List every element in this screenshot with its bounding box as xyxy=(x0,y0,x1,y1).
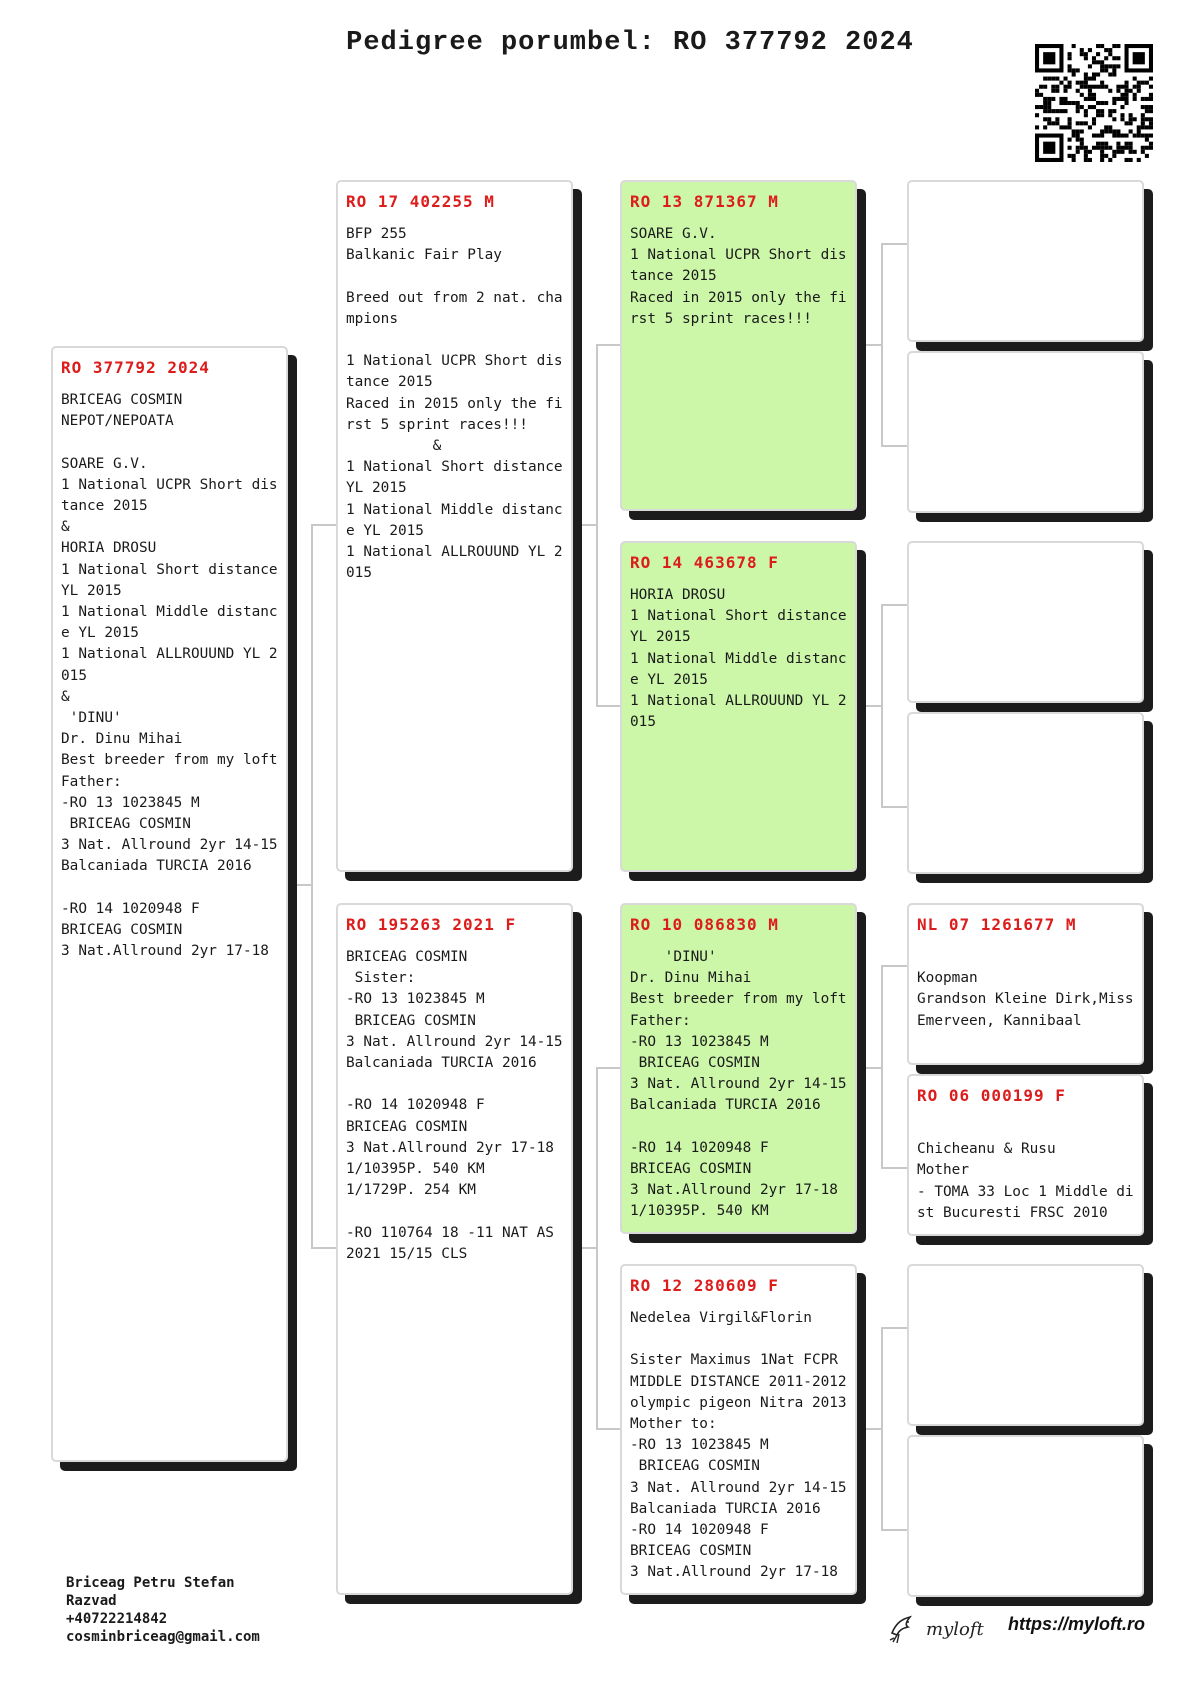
pigeon-notes: 'DINU' Dr. Dinu Mihai Best breeder from my loft Father: -RO 13 1023845 M BRICEAG COSMIN 3 Nat. Allround 2yr 14-15 Balcaniada TURCIA 2016 -RO 14 1020948 F BRICEAG COSMIN 3 Nat.Allround 2yr 17-18 1/10395P. 540 KM xyxy=(630,949,847,1220)
pigeon-icon xyxy=(888,1613,918,1645)
connector-line xyxy=(881,806,907,808)
pigeon-card-father[interactable] xyxy=(336,180,573,872)
pigeon-card-great-grandparent[interactable] xyxy=(907,712,1144,874)
ring-number: NL 07 1261677 M xyxy=(917,915,1077,934)
ring-number: RO 10 086830 M xyxy=(630,915,779,934)
qr-code xyxy=(1035,44,1153,162)
ring-number: RO 195263 2021 F xyxy=(346,915,517,934)
pigeon-card-great-grandparent[interactable] xyxy=(907,903,1144,1065)
ring-number: RO 377792 2024 xyxy=(61,358,210,377)
connector-line xyxy=(881,1167,907,1169)
connector-line xyxy=(596,1067,620,1069)
ring-number: RO 14 463678 F xyxy=(630,553,779,572)
connector-line xyxy=(572,1247,596,1249)
connector-line xyxy=(881,965,907,967)
pigeon-card-great-grandparent[interactable] xyxy=(907,1074,1144,1236)
connector-line xyxy=(596,344,598,706)
connector-line xyxy=(881,445,907,447)
connector-line xyxy=(572,524,596,526)
breeder-name: Briceag Petru Stefan Razvad xyxy=(66,1575,235,1609)
breeder-phone: +40722214842 xyxy=(66,1611,168,1627)
connector-line xyxy=(596,1067,598,1429)
myloft-logo xyxy=(888,1612,984,1646)
ring-number: RO 17 402255 M xyxy=(346,192,495,211)
pigeon-card-great-grandparent[interactable] xyxy=(907,180,1144,342)
pigeon-notes: HORIA DROSU 1 National Short distance YL 2015 1 National Middle distance YL 2015 1 National ALLROUUND YL 2015 xyxy=(630,587,847,731)
website-link[interactable]: https://myloft.ro xyxy=(1008,1614,1145,1634)
pigeon-card-great-grandparent[interactable] xyxy=(907,541,1144,703)
ring-number: RO 13 871367 M xyxy=(630,192,779,211)
connector-line xyxy=(596,344,620,346)
pigeon-card-grandfather-maternal[interactable] xyxy=(620,903,857,1234)
pigeon-card-great-grandparent[interactable] xyxy=(907,351,1144,513)
ring-number: RO 06 000199 F xyxy=(917,1086,1066,1105)
connector-line xyxy=(311,524,313,1248)
pigeon-notes: Chicheanu & Rusu Mother - TOMA 33 Loc 1 Middle dist Bucuresti FRSC 2010 xyxy=(917,1141,1134,1221)
connector-line xyxy=(857,1067,881,1069)
connector-line xyxy=(881,1327,883,1530)
connector-line xyxy=(881,965,883,1168)
pigeon-notes: Koopman Grandson Kleine Dirk,Miss Emerveen, Kannibaal xyxy=(917,970,1134,1029)
connector-line xyxy=(881,243,883,446)
pigeon-notes: BFP 255 Balkanic Fair Play Breed out from 2 nat. champions 1 National UCPR Short distance 2015 Raced in 2015 only the first 5 sprint races!!! & 1 National Short distance YL 2015 1 National Middle distance YL 2015 1 National ALLROUUND YL 2015 xyxy=(346,226,563,582)
connector-line xyxy=(311,1247,336,1249)
pigeon-card-great-grandparent[interactable] xyxy=(907,1264,1144,1426)
connector-line xyxy=(857,344,881,346)
pigeon-notes: BRICEAG COSMIN Sister: -RO 13 1023845 M BRICEAG COSMIN 3 Nat. Allround 2yr 14-15 Balcaniada TURCIA 2016 -RO 14 1020948 F BRICEAG COSMIN 3 Nat.Allround 2yr 17-18 1/10395P. 540 KM 1/1729P. 254 KM -RO 110764 18 -11 NAT AS 2021 15/15 CLS xyxy=(346,949,563,1262)
logo-text: myloft xyxy=(926,1618,984,1640)
connector-line xyxy=(311,524,336,526)
pigeon-card-great-grandparent[interactable] xyxy=(907,1435,1144,1597)
pigeon-card-subject[interactable] xyxy=(51,346,288,1462)
pigeon-notes: SOARE G.V. 1 National UCPR Short distance 2015 Raced in 2015 only the first 5 sprint races!!! xyxy=(630,226,847,327)
connector-line xyxy=(881,1327,907,1329)
pigeon-card-grandmother-paternal[interactable] xyxy=(620,541,857,872)
pigeon-notes: BRICEAG COSMIN NEPOT/NEPOATA SOARE G.V. 1 National UCPR Short distance 2015 & HORIA DROSU 1 National Short distance YL 2015 1 National Middle distance YL 2015 1 National ALLROUUND YL 2015 & 'DINU' Dr. Dinu Mihai Best breeder from my loft Father: -RO 13 1023845 M BRICEAG COSMIN 3 Nat. Allround 2yr 14-15 Balcaniada TURCIA 2016 -RO 14 1020948 F BRICEAG COSMIN 3 Nat.Allround 2yr 17-18 xyxy=(61,392,278,960)
breeder-contact xyxy=(66,1574,260,1646)
connector-line xyxy=(857,705,881,707)
connector-line xyxy=(857,1428,881,1430)
connector-line xyxy=(881,604,883,807)
breeder-email: cosminbriceag@gmail.com xyxy=(66,1629,260,1645)
connector-line xyxy=(286,884,311,886)
pigeon-card-mother[interactable] xyxy=(336,903,573,1595)
ring-number: RO 12 280609 F xyxy=(630,1276,779,1295)
connector-line xyxy=(881,604,907,606)
connector-line xyxy=(881,1529,907,1531)
pigeon-card-grandmother-maternal[interactable] xyxy=(620,1264,857,1595)
pigeon-card-grandfather-paternal[interactable] xyxy=(620,180,857,511)
pigeon-notes: Nedelea Virgil&Florin Sister Maximus 1Nat FCPR MIDDLE DISTANCE 2011-2012 olympic pigeon Nitra 2013 Mother to: -RO 13 1023845 M BRICEAG COSMIN 3 Nat. Allround 2yr 14-15 Balcaniada TURCIA 2016 -RO 14 1020948 F BRICEAG COSMIN 3 Nat.Allround 2yr 17-18 xyxy=(630,1310,847,1581)
page-title: Pedigree porumbel: RO 377792 2024 xyxy=(346,28,914,58)
connector-line xyxy=(596,1428,620,1430)
connector-line xyxy=(881,243,907,245)
connector-line xyxy=(596,705,620,707)
